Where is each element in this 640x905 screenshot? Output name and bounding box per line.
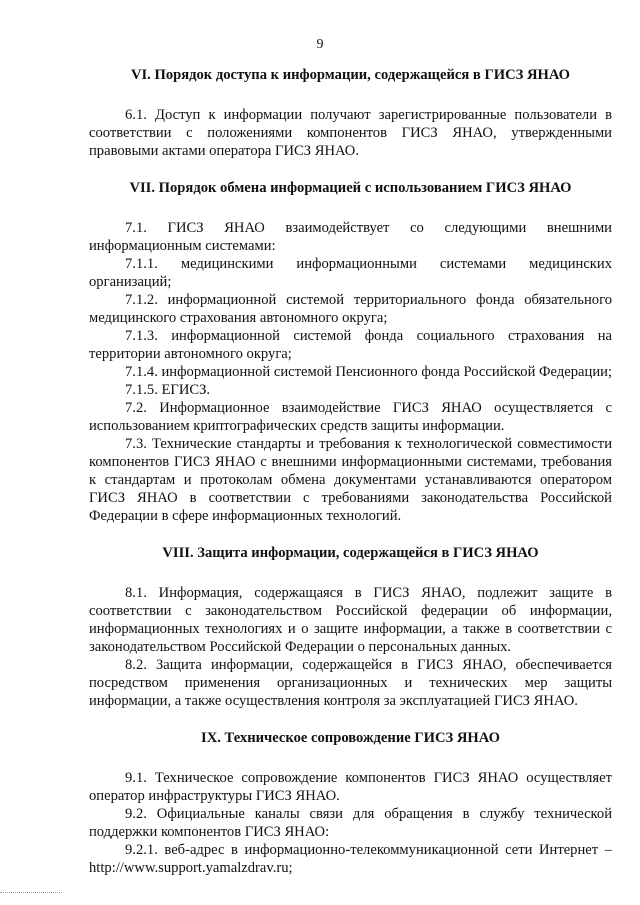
- paragraph-9-2: 9.2. Официальные каналы связи для обращения в службу технической поддержки компонентов ГИСЗ ЯНАО:: [89, 806, 612, 840]
- paragraph-9-1: 9.1. Техническое сопровождение компонентов ГИСЗ ЯНАО осуществляет оператор инфраструктуры ГИСЗ ЯНАО.: [89, 770, 612, 804]
- bottom-divider: [0, 892, 62, 893]
- paragraph-7-1-5: 7.1.5. ЕГИСЗ.: [125, 382, 211, 398]
- paragraph-7-3: 7.3. Технические стандарты и требования к технологической совместимости компонентов ГИСЗ ЯНАО с внешними информационными системами, требования к стандартам и протоколам обмена документами устанавливаются оператором ГИСЗ ЯНАО в соответствии с требованиями законодательства Российской Федерации в сфере информационных технологий.: [89, 436, 612, 524]
- paragraph-7-1-2: 7.1.2. информационной системой территориального фонда обязательного медицинского страхования автономного округа;: [89, 292, 612, 326]
- paragraph-8-2: 8.2. Защита информации, содержащейся в ГИСЗ ЯНАО, обеспечивается посредством применения организационных и технических мер защиты информации, а также осуществления контроля за эксплуатацией ГИСЗ ЯНАО.: [89, 657, 612, 709]
- page-number: 9: [316, 37, 324, 52]
- section-7-heading: VII. Порядок обмена информацией с использованием ГИСЗ ЯНАО: [129, 180, 572, 196]
- paragraph-6-1: 6.1. Доступ к информации получают зарегистрированные пользователи в соответствии с положениями компонентов ГИСЗ ЯНАО, утвержденными правовыми актами оператора ГИСЗ ЯНАО.: [89, 107, 612, 159]
- section-6-heading: VI. Порядок доступа к информации, содержащейся в ГИСЗ ЯНАО: [130, 67, 571, 83]
- paragraph-7-2: 7.2. Информационное взаимодействие ГИСЗ ЯНАО осуществляется с использованием криптографических средств защиты информации.: [89, 400, 612, 434]
- paragraph-7-1: 7.1. ГИСЗ ЯНАО взаимодействует со следующими внешними информационным системами:: [89, 220, 612, 254]
- document-body: [89, 66, 612, 877]
- paragraph-8-1: 8.1. Информация, содержащаяся в ГИСЗ ЯНАО, подлежит защите в соответствии с законодательством Российской федерации об информации, информационных технологиях и о защите информации, а также в соответствии с законодательством Российской Федерации о персональных данных.: [89, 585, 612, 655]
- paragraph-7-1-1: 7.1.1. медицинскими информационными системами медицинских организаций;: [89, 256, 612, 290]
- paragraph-7-1-3: 7.1.3. информационной системой фонда социального страхования на территории автономного округа;: [89, 328, 612, 362]
- paragraph-7-1-4: 7.1.4. информационной системой Пенсионного фонда Российской Федерации;: [125, 364, 613, 380]
- paragraph-9-2-1: 9.2.1. веб-адрес в информационно-телекоммуникационной сети Интернет – http://www.support.yamalzdrav.ru;: [89, 842, 612, 876]
- section-9-heading: IX. Техническое сопровождение ГИСЗ ЯНАО: [201, 730, 500, 746]
- section-8-heading: VIII. Защита информации, содержащейся в ГИСЗ ЯНАО: [162, 545, 539, 561]
